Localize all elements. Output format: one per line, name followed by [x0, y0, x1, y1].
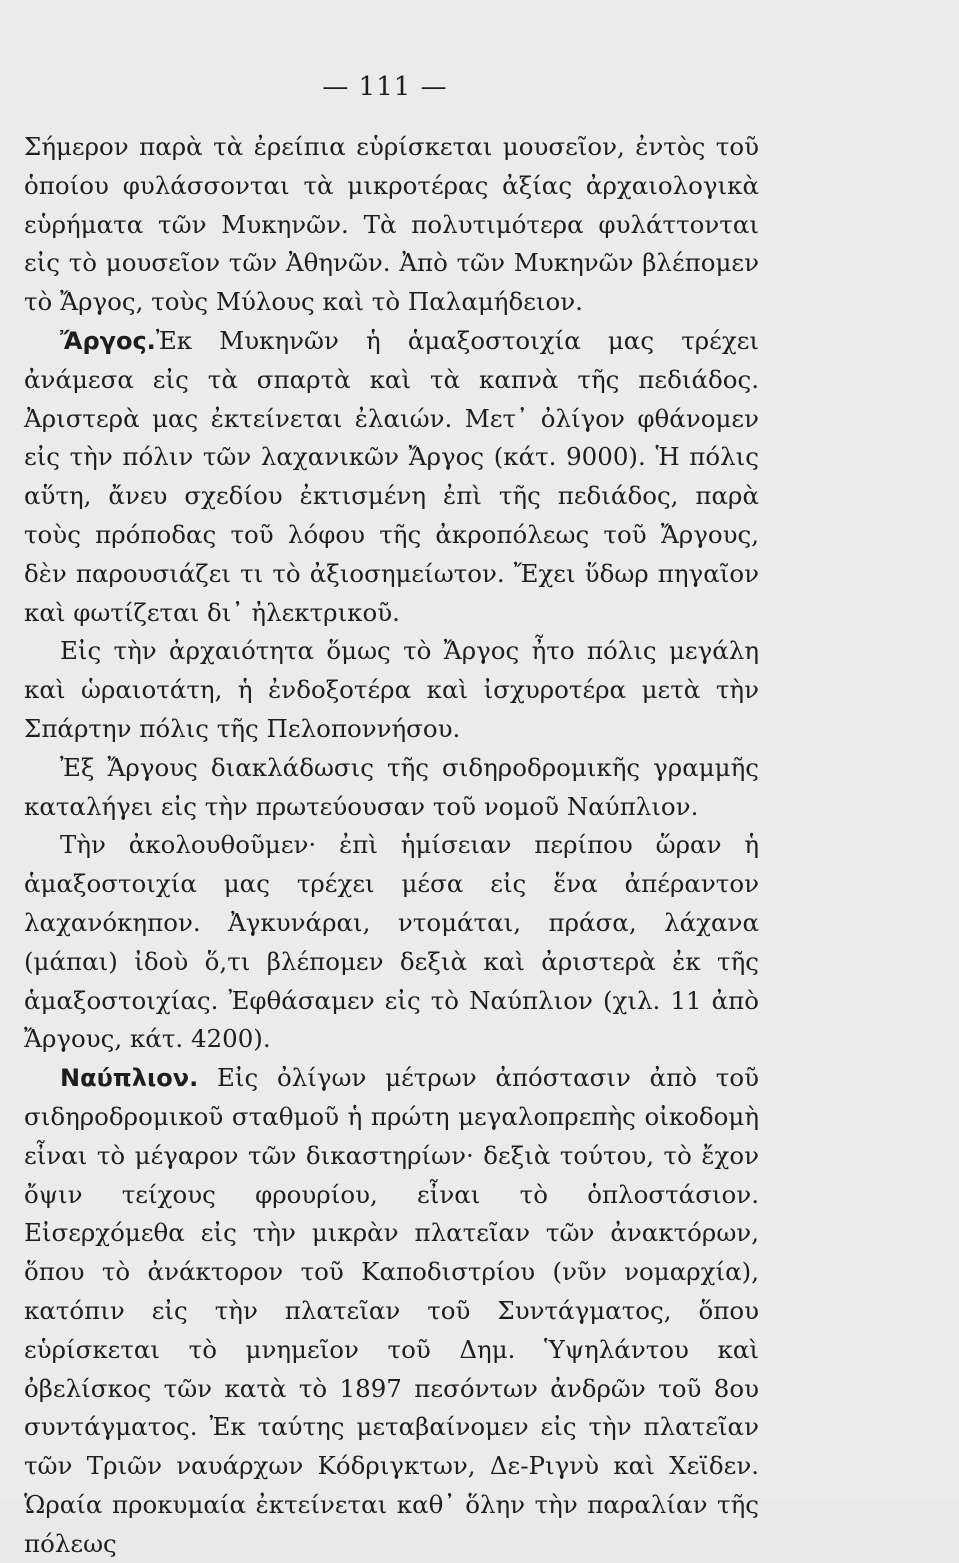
- paragraph-text: Ἐκ Μυκηνῶν ἡ ἁμαξοστοιχία μας τρέχει ἀνάμεσα εἰς τὰ σπαρτὰ καὶ τὰ καπνὰ τῆς πεδιάδος. Ἀριστερὰ μας ἐκτείνεται ἐλαιών. Μετ᾽ ὀλίγον φθάνομεν εἰς τὴν πόλιν τῶν λαχανικῶν Ἄργος (κάτ. 9000). Ἡ πόλις αὕτη, ἄνευ σχεδίου ἐκτισμένη ἐπὶ τῆς πεδιάδος, παρὰ τοὺς πρόποδας τοῦ λόφου τῆς ἀκροπόλεως τοῦ Ἄργους, δὲν παρουσιάζει τι τὸ ἀξιοσημείωτον. Ἔχει ὕδωρ πηγαῖον καὶ φωτίζεται δι᾽ ἠλεκτρικοῦ.: [24, 325, 759, 627]
- paragraph-nafplio: [24, 1059, 759, 1563]
- paragraph-museum: [24, 128, 759, 322]
- paragraph-railway-branch: [24, 749, 759, 827]
- paragraph-argos: [24, 322, 759, 632]
- paragraph-text: Σήμερον παρὰ τὰ ἐρείπια εὑρίσκεται μουσεῖον, ἐντὸς τοῦ ὁποίου φυλάσσονται τὰ μικροτέρας ἀξίας ἀρχαιολογικὰ εὑρήματα τῶν Μυκηνῶν. Τὰ πολυτιμότερα φυλάττονται εἰς τὸ μουσεῖον τῶν Ἀθηνῶν. Ἀπὸ τῶν Μυκηνῶν βλέπομεν τὸ Ἄργος, τοὺς Μύλους καὶ τὸ Παλαμήδειον.: [24, 132, 759, 317]
- paragraph-argos-history: [24, 632, 759, 748]
- body-text: [24, 128, 759, 1563]
- place-heading-nafplio: Ναύπλιον.: [60, 1064, 199, 1093]
- paragraph-text: Τὴν ἀκολουθοῦμεν· ἐπὶ ἡμίσειαν περίπου ὥραν ἡ ἁμαξοστοιχία μας τρέχει μέσα εἰς ἕνα ἀπέραντον λαχανόκηπον. Ἀγκυνάραι, ντομάται, πράσα, λάχανα (μάπαι) ἰδοὺ ὅ,τι βλέπομεν δεξιὰ καὶ ἀριστερὰ ἐκ τῆς ἁμαξοστοιχίας. Ἐφθάσαμεν εἰς τὸ Ναύπλιον (χιλ. 11 ἀπὸ Ἄργους, κάτ. 4200).: [24, 830, 759, 1054]
- paragraph-text: Ἐξ Ἄργους διακλάδωσις τῆς σιδηροδρομικῆς γραμμῆς καταλήγει εἰς τὴν πρωτεύουσαν τοῦ νομοῦ Ναύπλιον.: [24, 752, 759, 821]
- paragraph-text: Εἰς ὀλίγων μέτρων ἀπόστασιν ἀπὸ τοῦ σιδηροδρομικοῦ σταθμοῦ ἡ πρώτη μεγαλοπρεπὴς οἰκοδομὴ εἶναι τὸ μέγαρον τῶν δικαστηρίων· δεξιὰ τούτου, τὸ ἔχον ὄψιν τείχους φρουρίου, εἶναι τὸ ὁπλοστάσιον. Εἰσερχόμεθα εἰς τὴν μικρὰν πλατεῖαν τῶν ἀνακτόρων, ὅπου τὸ ἀνάκτορον τοῦ Καποδιστρίου (νῦν νομαρχία), κατόπιν εἰς τὴν πλατεῖαν τοῦ Συντάγματος, ὅπου εὑρίσκεται τὸ μνημεῖον τοῦ Δημ. Ὑψηλάντου καὶ ὀβελίσκος τῶν κατὰ τὸ 1897 πεσόντων ἀνδρῶν τοῦ 8ου συντάγματος. Ἐκ ταύτης μεταβαίνομεν εἰς τὴν πλατεῖαν τῶν Τριῶν ναυάρχων Κόδριγκτων, Δε-Ριγνὺ καὶ Χεϊδεν. Ὡραία προκυμαία ἐκτείνεται καθ᾽ ὅλην τὴν παραλίαν τῆς πόλεως: [24, 1063, 759, 1558]
- paragraph-journey: [24, 826, 759, 1059]
- place-heading-argos: Ἄργος.: [60, 326, 156, 355]
- page-number: — 111 —: [322, 72, 448, 102]
- paragraph-text: Εἰς τὴν ἀρχαιότητα ὅμως τὸ Ἄργος ἦτο πόλις μεγάλη καὶ ὡραιοτάτη, ἡ ἐνδοξοτέρα καὶ ἰσχυροτέρα μετὰ τὴν Σπάρτην πόλις τῆς Πελοποννήσου.: [24, 636, 759, 743]
